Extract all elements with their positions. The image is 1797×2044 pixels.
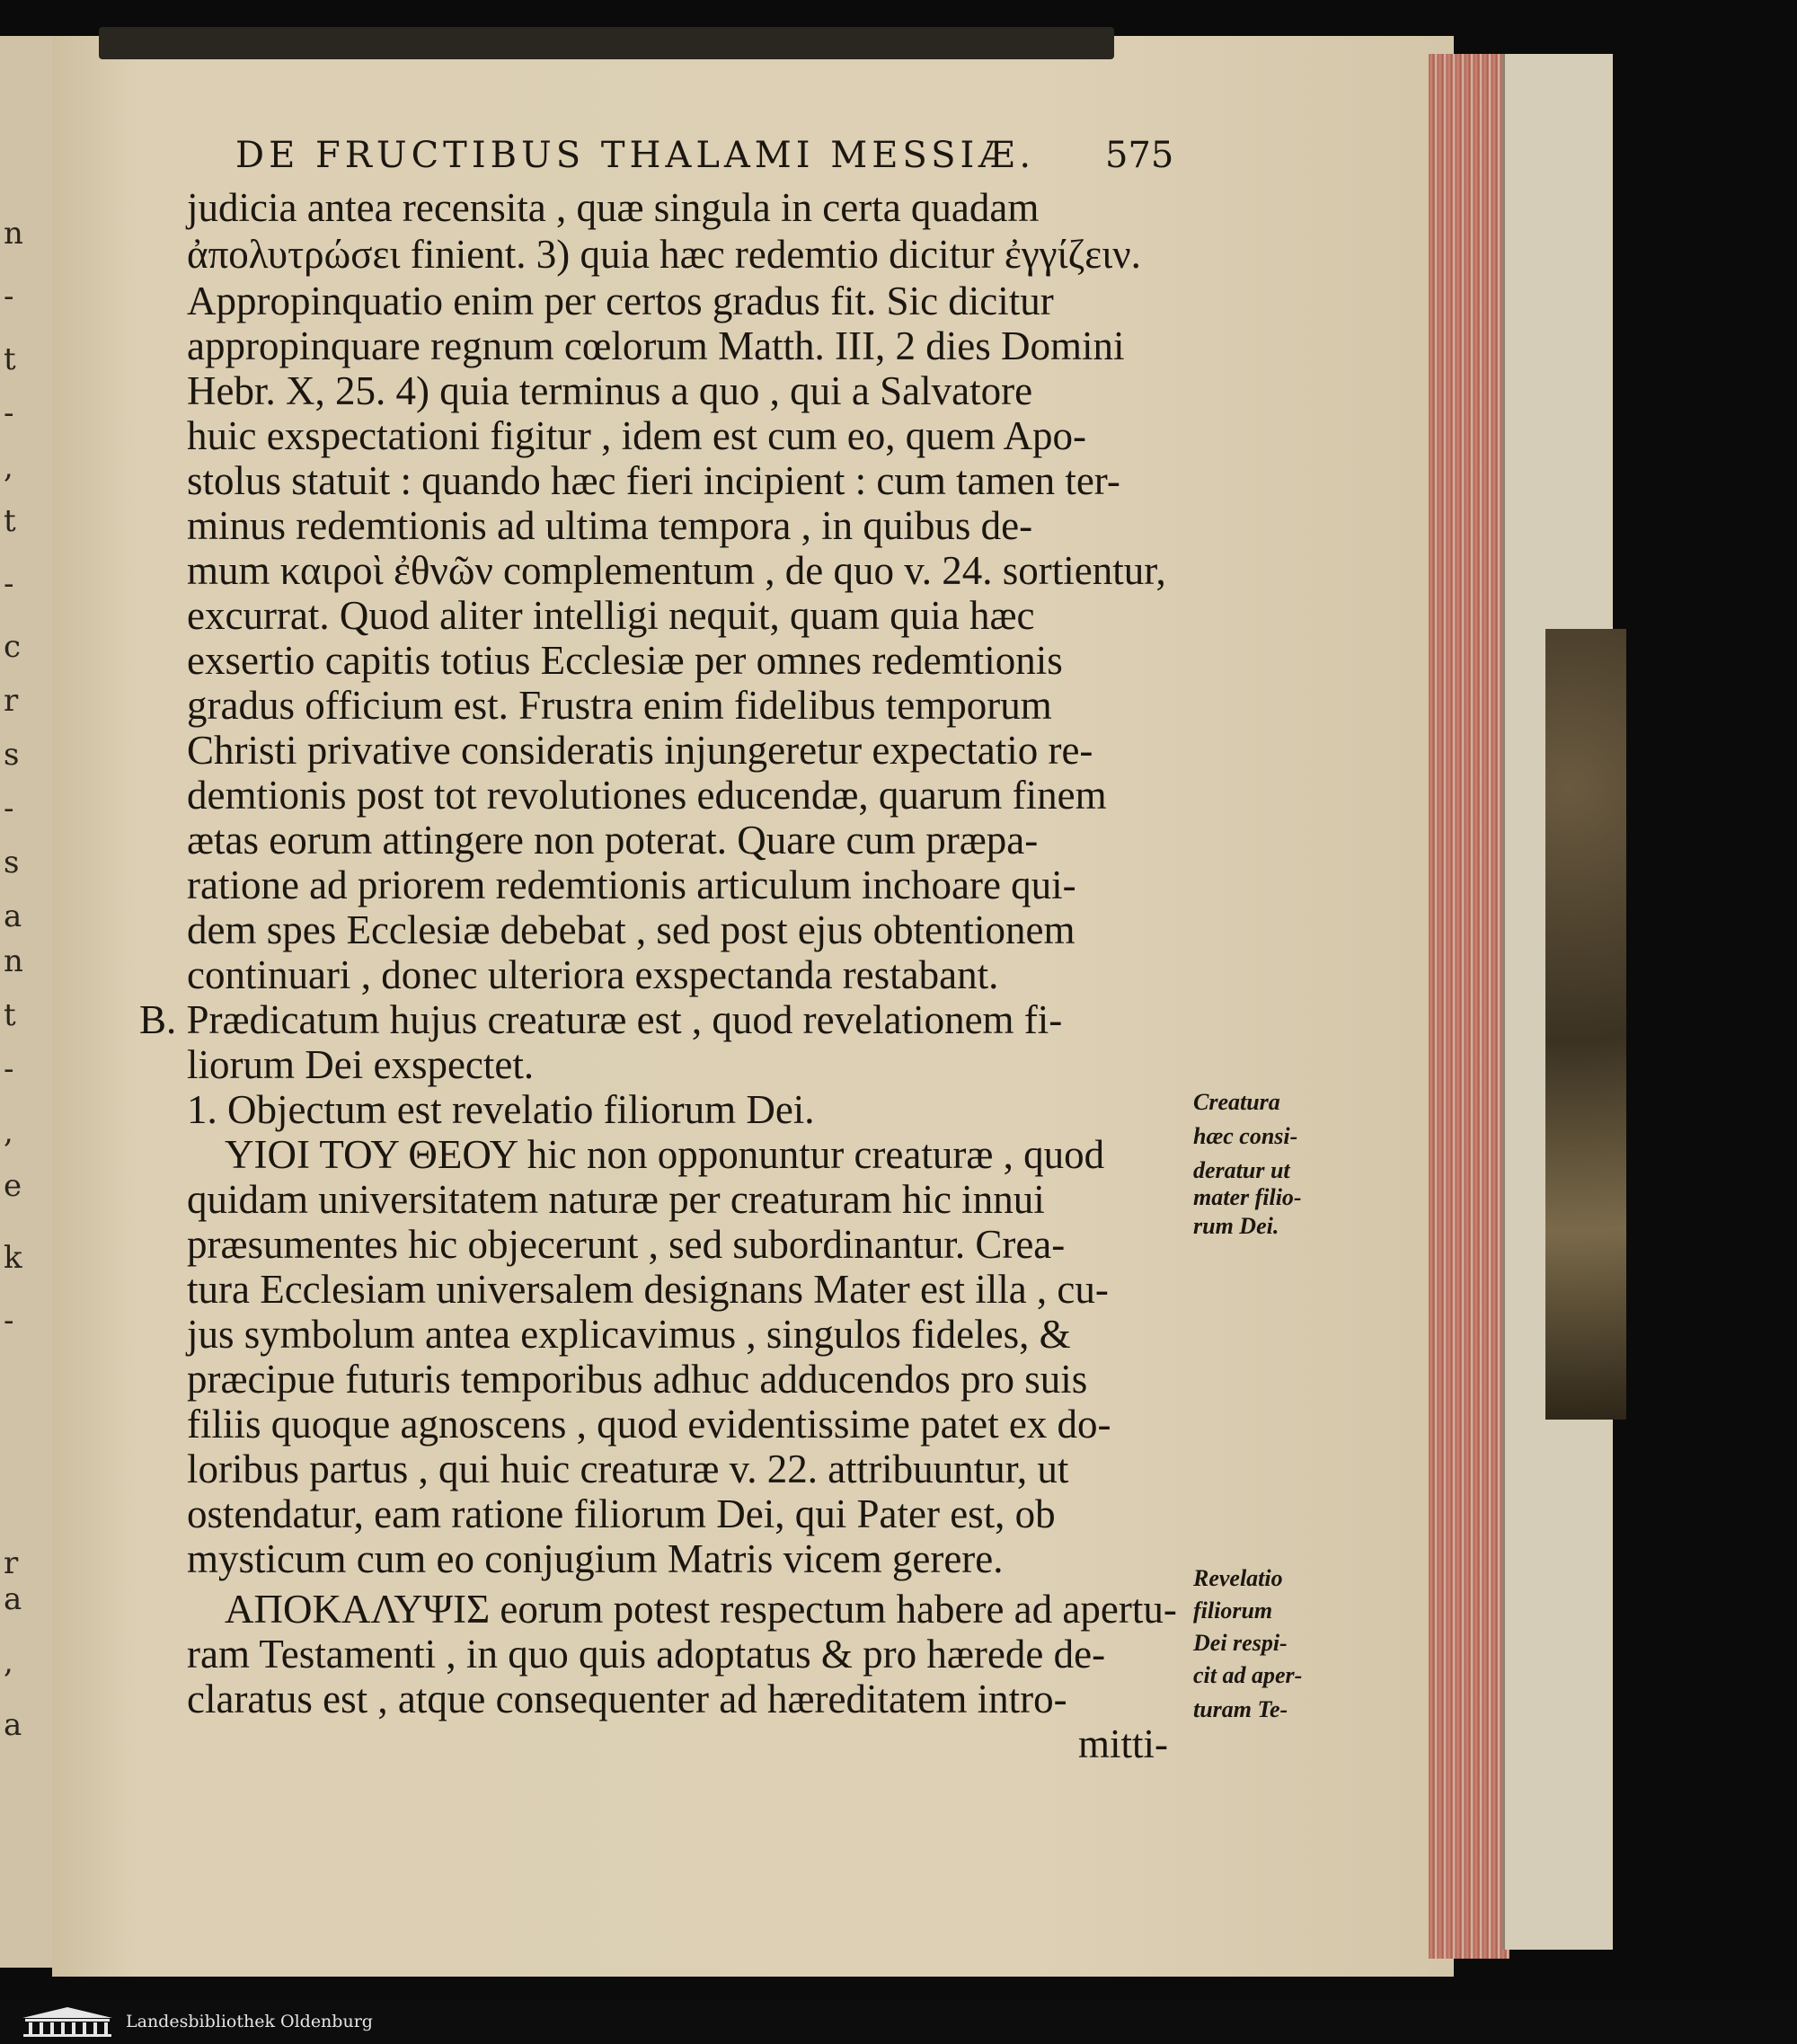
text-line: stolus statuit : quando hæc fieri incipient : cum tamen ter- [187, 458, 1120, 503]
left-fragment: , [4, 1114, 13, 1150]
text-line: quidam universitatem naturæ per creaturam hic innui [187, 1177, 1045, 1222]
page-number: 575 [1105, 135, 1174, 176]
left-fragment: - [4, 279, 14, 314]
text-line: mysticum cum eo conjugium Matris vicem gerere. [187, 1536, 1004, 1581]
left-fragment: - [4, 1303, 14, 1339]
text-line: appropinquare regnum cœlorum Matth. III, 2 dies Domini [187, 323, 1125, 368]
left-fragment: k [4, 1240, 22, 1276]
text-line: filiis quoque agnoscens , quod evidentissime patet ex do- [187, 1402, 1111, 1447]
text-line: excurrat. Quod aliter intelligi nequit, quam quia hæc [187, 593, 1035, 638]
text-line: jus symbolum antea explicavimus , singulos fideles, & [187, 1312, 1071, 1357]
left-fragment: - [4, 1051, 14, 1087]
text-line: demtionis post tot revolutiones educendæ, quarum finem [187, 773, 1107, 818]
margin-note: cit ad aper- [1193, 1662, 1303, 1688]
margin-note: rum Dei. [1193, 1213, 1279, 1239]
left-fragment: - [4, 395, 14, 431]
text-line: ostendatur, eam ratione filiorum Dei, qui Pater est, ob [187, 1491, 1056, 1536]
footer-bar [0, 2000, 1797, 2044]
library-name: Landesbibliothek Oldenburg [126, 2012, 373, 2031]
left-fragment: a [4, 1581, 22, 1617]
margin-note: filiorum [1193, 1597, 1273, 1624]
text-line: tura Ecclesiam universalem designans Mater est illa , cu- [187, 1267, 1109, 1312]
left-fragment: s [4, 737, 20, 773]
left-fragment: n [4, 943, 23, 979]
left-page-edge [0, 36, 59, 1968]
margin-note: deratur ut [1193, 1157, 1290, 1183]
left-fragment: t [4, 503, 16, 539]
text-line: huic exspectationi figitur , idem est cum eo, quem Apo- [187, 413, 1087, 458]
text-line: dem spes Ecclesiæ debebat , sed post ejus obtentionem [187, 907, 1076, 952]
left-fragment: r [4, 1545, 19, 1581]
text-line: claratus est , atque consequenter ad hæreditatem intro- [187, 1677, 1067, 1721]
left-fragment: n [4, 216, 23, 252]
page-edges [1429, 54, 1509, 1959]
left-fragment: a [4, 898, 22, 934]
text-line: 1. Objectum est revelatio filiorum Dei. [187, 1087, 815, 1132]
text-line: Hebr. X, 25. 4) quia terminus a quo , qui a Salvatore [187, 368, 1033, 413]
left-fragment: t [4, 341, 16, 377]
running-head: DE FRUCTIBUS THALAMI MESSIÆ. [235, 135, 1036, 176]
top-edge-shadow [99, 27, 1114, 59]
left-fragment: c [4, 629, 22, 665]
margin-note: Revelatio [1193, 1565, 1283, 1591]
text-line: judicia antea recensita , quæ singula in certa quadam [187, 185, 1040, 230]
text-line: exsertio capitis totius Ecclesiæ per omnes redemtionis [187, 638, 1063, 683]
text-line: gradus officium est. Frustra enim fidelibus temporum [187, 683, 1052, 728]
text-line: ΥΙΟΙ ΤΟΥ ΘΕΟΥ hic non opponuntur creaturæ , quod [225, 1132, 1105, 1177]
left-fragment: e [4, 1168, 22, 1204]
left-fragment: s [4, 845, 20, 880]
text-line: Christi privative consideratis injungeretur expectatio re- [187, 728, 1093, 773]
left-fragment: - [4, 791, 14, 827]
text-line: minus redemtionis ad ultima tempora , in quibus de- [187, 503, 1033, 548]
margin-note: Creatura [1193, 1089, 1280, 1115]
text-line: ἀπολυτρώσει finient. 3) quia hæc redemtio dicitur ἐγγίζειν. [187, 232, 1141, 277]
left-fragment: a [4, 1707, 22, 1743]
text-line: Appropinquatio enim per certos gradus fit. Sic dicitur [187, 279, 1054, 323]
text-line: ratione ad priorem redemtionis articulum inchoare qui- [187, 863, 1076, 907]
text-line: loribus partus , qui huic creaturæ v. 22. attribuuntur, ut [187, 1447, 1069, 1491]
margin-note: hæc consi- [1193, 1123, 1298, 1149]
left-fragment: , [4, 1644, 13, 1680]
text-line: liorum Dei exspectet. [187, 1042, 535, 1087]
margin-note: mater filio- [1193, 1184, 1302, 1210]
left-fragment: , [4, 449, 13, 485]
text-line: ΑΠΟΚΑΛΥΨΙΣ eorum potest respectum habere ad apertu- [225, 1587, 1177, 1632]
text-line: præsumentes hic objecerunt , sed subordinantur. Crea- [187, 1222, 1066, 1267]
text-line: ætas eorum attingere non poterat. Quare cum præpa- [187, 818, 1039, 863]
library-building-icon [18, 2005, 117, 2038]
marbled-cover [1545, 629, 1626, 1420]
margin-note: Dei respi- [1193, 1630, 1288, 1656]
text-line: mitti- [1078, 1721, 1168, 1766]
text-line: ram Testamenti , in quo quis adoptatus & pro hærede de- [187, 1632, 1106, 1677]
margin-note: turam Te- [1193, 1696, 1288, 1722]
left-fragment: r [4, 683, 19, 719]
text-line: B. Prædicatum hujus creaturæ est , quod revelationem fi- [139, 997, 1063, 1042]
left-fragment: - [4, 566, 14, 602]
text-line: mum καιροὶ ἐθνῶν complementum , de quo v. 24. sortientur, [187, 548, 1166, 593]
left-fragment: t [4, 997, 16, 1033]
text-line: continuari , donec ulteriora exspectanda restabant. [187, 952, 999, 997]
text-line: præcipue futuris temporibus adhuc adducendos pro suis [187, 1357, 1088, 1402]
